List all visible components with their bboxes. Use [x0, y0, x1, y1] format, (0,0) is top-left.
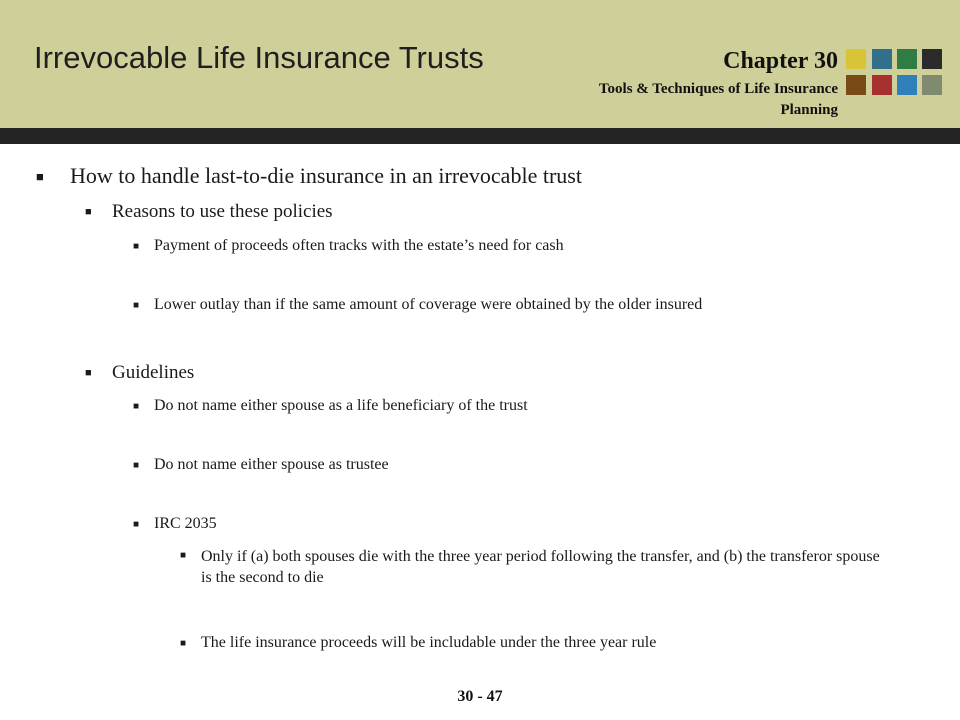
bullet-marker: ■	[36, 169, 44, 184]
bullet-text: Do not name either spouse as trustee	[154, 456, 389, 473]
color-swatch-grid	[846, 49, 946, 99]
bullet-text: The life insurance proceeds will be includable under the three year rule	[201, 634, 657, 651]
color-swatch	[846, 49, 866, 69]
bullet-marker: ■	[133, 300, 140, 311]
color-swatch	[897, 49, 917, 69]
color-swatch	[846, 75, 866, 95]
bullet-text: Payment of proceeds often tracks with the estate’s need for cash	[154, 237, 564, 254]
bullet-text: How to handle last-to-die insurance in an irrevocable trust	[70, 163, 582, 188]
color-swatch	[897, 75, 917, 95]
bullet-text: Do not name either spouse as a life beneficiary of the trust	[154, 397, 528, 414]
bullet-marker: ■	[133, 519, 140, 530]
header-divider-bar	[0, 128, 960, 144]
chapter-label: Chapter 30	[723, 48, 838, 74]
header-banner	[0, 0, 960, 128]
chapter-subtitle: Tools & Techniques of Life Insurance Planning	[598, 81, 838, 118]
bullet-text: Guidelines	[112, 362, 195, 383]
bullet-marker: ■	[85, 367, 92, 379]
bullet-marker: ■	[85, 206, 92, 218]
color-swatch	[872, 75, 892, 95]
bullet-marker: ■	[180, 550, 187, 561]
color-swatch	[922, 75, 942, 95]
bullet-marker: ■	[133, 241, 140, 252]
bullet-marker: ■	[133, 460, 140, 471]
color-swatch	[872, 49, 892, 69]
bullet-marker: ■	[133, 401, 140, 412]
color-swatch	[922, 49, 942, 69]
bullet-marker: ■	[180, 638, 187, 649]
bullet-text: Reasons to use these policies	[112, 201, 333, 222]
bullet-text: IRC 2035	[154, 515, 217, 532]
slide-title: Irrevocable Life Insurance Trusts	[34, 40, 484, 75]
bullet-text: Only if (a) both spouses die with the three year period following the transfer, and (b) the transferor spouse is the second to die	[201, 548, 880, 586]
bullet-text: Lower outlay than if the same amount of coverage were obtained by the older insured	[154, 296, 703, 313]
page-number: 30 - 47	[457, 688, 503, 705]
